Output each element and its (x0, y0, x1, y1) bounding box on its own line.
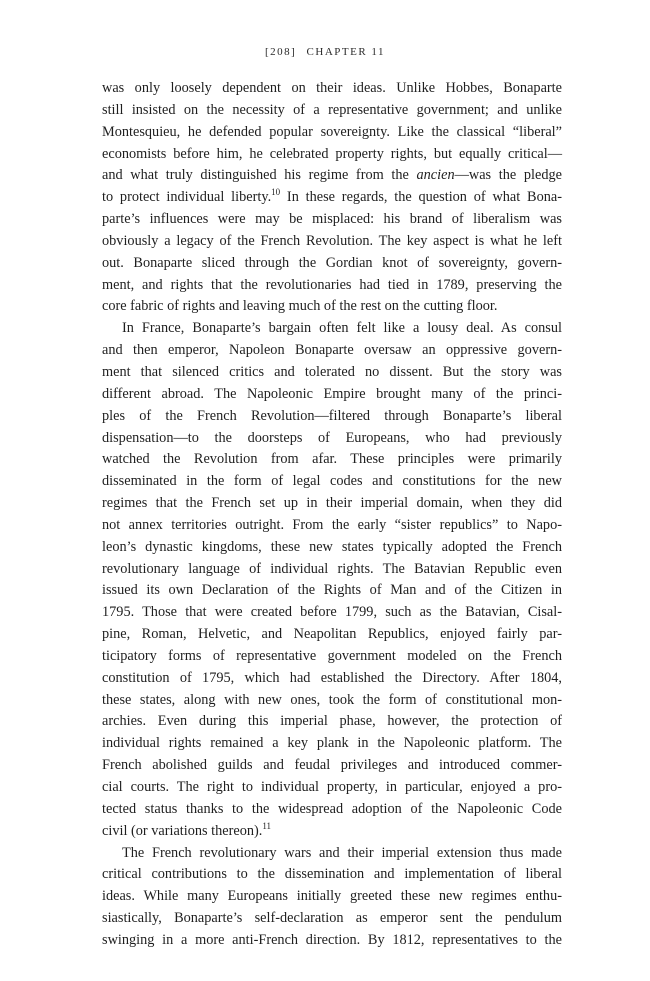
italic-term: ancien (416, 167, 455, 184)
body-text (102, 78, 562, 952)
page-number: [208] (264, 46, 297, 58)
text-run: to protect individual liberty. (102, 189, 272, 206)
text-line: issued its own Declaration of the Rights of Man and of the Citizen in (102, 582, 562, 599)
text-line: disseminated in the form of legal codes and constitutions for the new (102, 473, 562, 490)
text-line: was only loosely dependent on their ideas. Unlike Hobbes, Bonaparte (102, 80, 562, 96)
text-run: civil (or variations thereon). (102, 822, 263, 839)
text-line: core fabric of rights and leaving much of the rest on the cutting floor. (102, 298, 498, 315)
footnote-ref[interactable]: 10 (271, 187, 281, 198)
text-line: ticipatory forms of representative government modeled on the French (102, 647, 562, 664)
text-line: regimes that the French set up in their imperial domain, when they did (102, 495, 562, 512)
text-run: —was the pledge (454, 167, 562, 184)
text-line: revolutionary language of individual rights. The Batavian Republic even (102, 560, 562, 577)
text-line (102, 821, 562, 843)
paragraph (102, 78, 562, 318)
text-line: out. Bonaparte sliced through the Gordian knot of sovereignty, govern- (102, 254, 562, 271)
text-line: cial courts. The right to individual property, in particular, enjoyed a pro- (102, 779, 562, 795)
text-line: critical contributions to the dissemination and implementation of liberal (102, 866, 562, 883)
text-line: parte’s influences were may be misplaced: his brand of liberalism was (102, 211, 562, 228)
text-line: watched the Revolution from afar. These principles were primarily (102, 451, 562, 468)
text-line: The French revolutionary wars and their imperial extension thus made (122, 844, 562, 861)
text-line: not annex territories outright. From the early “sister republics” to Napo- (102, 516, 562, 533)
text-run: In these regards, the question of what Bona- (280, 189, 562, 206)
paragraph (102, 318, 562, 842)
text-line: obviously a legacy of the French Revolution. The key aspect is what he left (102, 232, 562, 249)
text-line: and then emperor, Napoleon Bonaparte oversaw an oppressive govern- (102, 342, 562, 359)
text-line: swinging in a more anti-French direction. By 1812, representatives to the (102, 931, 562, 948)
text-line: ideas. While many Europeans initially greeted these new regimes enthu- (102, 888, 562, 905)
text-line (102, 165, 562, 187)
text-line: individual rights remained a key plank in the Napoleonic platform. The (102, 735, 562, 752)
text-line: ment, and rights that the revolutionaries had tied in 1789, preserving the (102, 276, 562, 293)
text-line: ples of the French Revolution—filtered through Bonaparte’s liberal (102, 407, 562, 424)
text-line: ment that silenced critics and tolerated no dissent. But the story was (102, 363, 562, 380)
text-line: French abolished guilds and feudal privileges and introduced commer- (102, 757, 562, 774)
text-run: and what truly distinguished his regime from the (102, 167, 417, 184)
text-line: In France, Bonaparte’s bargain often felt like a lousy deal. As consul (122, 320, 562, 337)
text-line: still insisted on the necessity of a representative government; and unlike (102, 101, 562, 118)
text-line: economists before him, he celebrated property rights, but equally critical— (102, 145, 562, 162)
text-line: archies. Even during this imperial phase, however, the protection of (102, 713, 562, 730)
text-line: Montesquieu, he defended popular sovereignty. Like the classical “liberal” (102, 123, 562, 140)
paragraph (102, 843, 562, 952)
running-header (0, 46, 650, 58)
chapter-label: CHAPTER 11 (306, 46, 386, 58)
text-line: tected status thanks to the widespread adoption of the Napoleonic Code (102, 800, 562, 817)
text-line: leon’s dynastic kingdoms, these new states typically adopted the French (102, 538, 562, 555)
text-line: constitution of 1795, which had established the Directory. After 1804, (102, 669, 562, 686)
text-line: these states, along with new ones, took the form of constitutional mon- (102, 691, 562, 708)
text-line: pine, Roman, Helvetic, and Neapolitan Republics, enjoyed fairly par- (102, 626, 562, 643)
footnote-ref[interactable]: 11 (262, 820, 272, 831)
text-line: siastically, Bonaparte’s self-declaration as emperor sent the pendulum (102, 910, 562, 927)
text-line: different abroad. The Napoleonic Empire brought many of the princi- (102, 385, 562, 402)
text-line (102, 187, 562, 209)
text-line: 1795. Those that were created before 1799, such as the Batavian, Cisal- (102, 604, 562, 621)
text-line: dispensation—to the doorsteps of Europeans, who had previously (102, 429, 562, 446)
